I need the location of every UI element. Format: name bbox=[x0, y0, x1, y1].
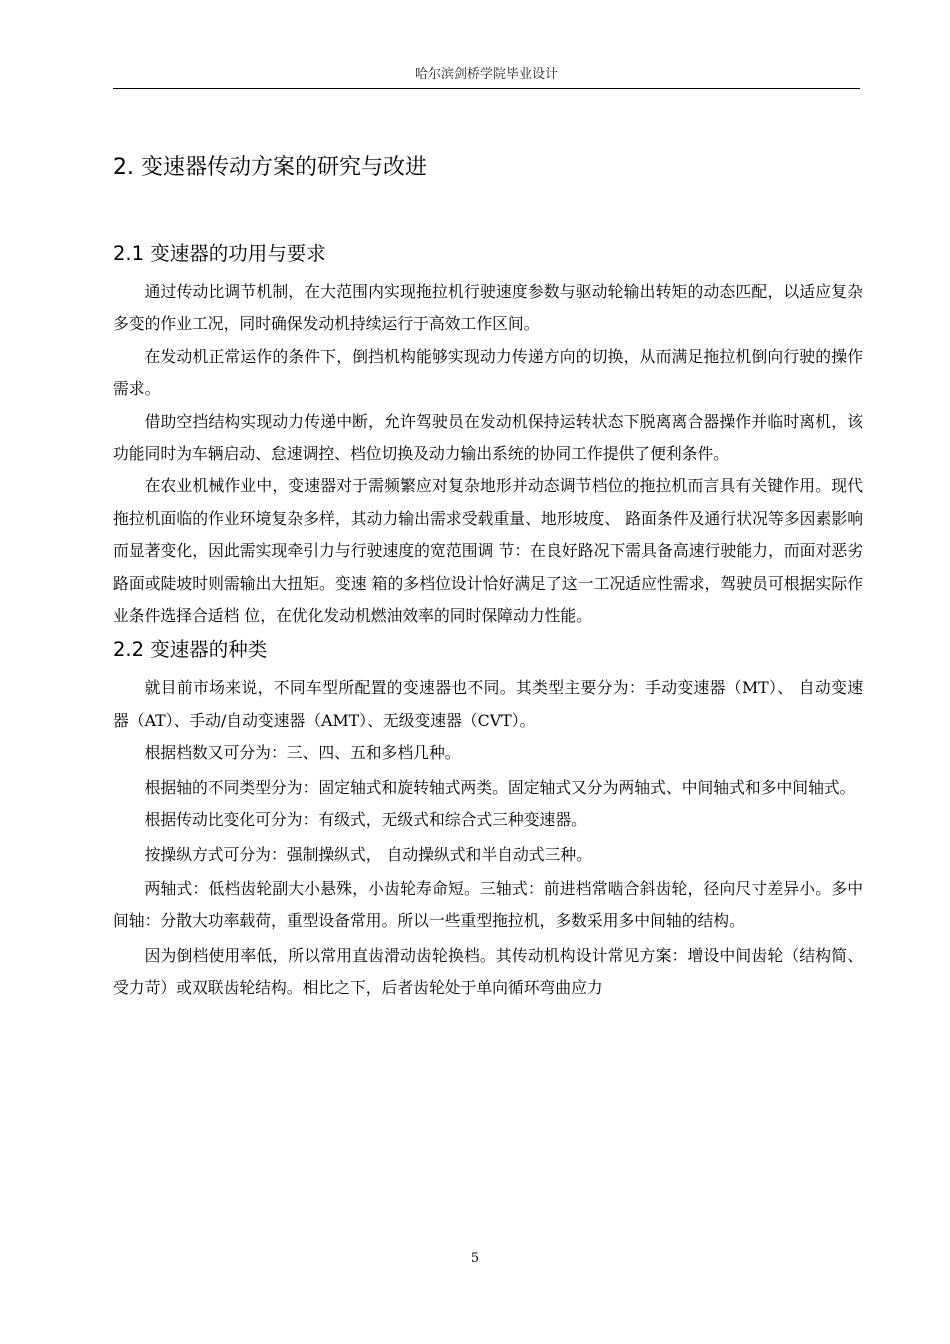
section-title-2-2: 2.2 变速器的种类 bbox=[113, 638, 268, 662]
paragraph: 根据轴的不同类型分为：固定轴式和旋转轴式两类。固定轴式又分为两轴式、中间轴式和多中间轴式。 bbox=[144, 777, 856, 797]
paragraph: 在农业机械作业中，变速器对于需频繁应对复杂地形并动态调节档位的拖拉机而言具有关键作用。现代拖拉机面临的作业环境复杂多样，其动力输出需求受载重量、地形坡度、 路面条件及通行状况等多因素影响而显著变化，因此需实现牵引力与行驶速度的宽范围调 节：在良好路况下需具备高速行驶能力，而面对恶劣路面或陡坡时则需输出大扭矩。变速 箱的多档位设计恰好满足了这一工况适应性需求，驾驶员可根据实际作业条件选择合适档 位，在优化发动机燃油效率的同时保障动力性能。 bbox=[113, 476, 863, 626]
paragraph: 因为倒档使用率低，所以常用直齿滑动齿轮换档。其传动机构设计常见方案：增设中间齿轮（结构简、受力苛）或双联齿轮结构。相比之下，后者齿轮处于单向循环弯曲应力 bbox=[113, 945, 863, 998]
paragraph: 在发动机正常运作的条件下，倒挡机构能够实现动力传递方向的切换，从而满足拖拉机倒向行驶的操作需求。 bbox=[113, 346, 863, 399]
paragraph: 通过传动比调节机制，在大范围内实现拖拉机行驶速度参数与驱动轮输出转矩的动态匹配，以适应复杂多变的作业工况，同时确保发动机持续运行于高效工作区间。 bbox=[113, 282, 863, 334]
paragraph: 就目前市场来说，不同车型所配置的变速器也不同。其类型主要分为：手动变速器（MT）、 自动变速器（AT）、手动/自动变速器（AMT）、无级变速器（CVT）。 bbox=[113, 678, 863, 730]
paragraph: 借助空挡结构实现动力传递中断，允许驾驶员在发动机保持运转状态下脱离离合器操作并临时离机，该功能同时为车辆启动、怠速调控、档位切换及动力输出系统的协同工作提供了便利条件。 bbox=[113, 411, 863, 464]
paragraph: 根据档数又可分为：三、四、五和多档几种。 bbox=[144, 743, 461, 763]
chapter-title: 2. 变速器传动方案的研究与改进 bbox=[113, 155, 427, 180]
paragraph: 根据传动比变化可分为：有级式，无级式和综合式三种变速器。 bbox=[144, 810, 587, 830]
page-header: 哈尔滨剑桥学院毕业设计 bbox=[113, 62, 860, 89]
section-title-2-1: 2.1 变速器的功用与要求 bbox=[113, 242, 326, 265]
paragraph: 按操纵方式可分为：强制操纵式， 自动操纵式和半自动式三种。 bbox=[144, 844, 592, 864]
paragraph: 两轴式：低档齿轮副大小悬殊，小齿轮寿命短。三轴式：前进档常啮合斜齿轮，径向尺寸差异小。多中间轴：分散大功率载荷，重型设备常用。所以一些重型拖拉机，多数采用多中间轴的结构。 bbox=[113, 878, 863, 931]
page-number: 5 bbox=[470, 1251, 480, 1266]
page-content bbox=[113, 150, 863, 1005]
